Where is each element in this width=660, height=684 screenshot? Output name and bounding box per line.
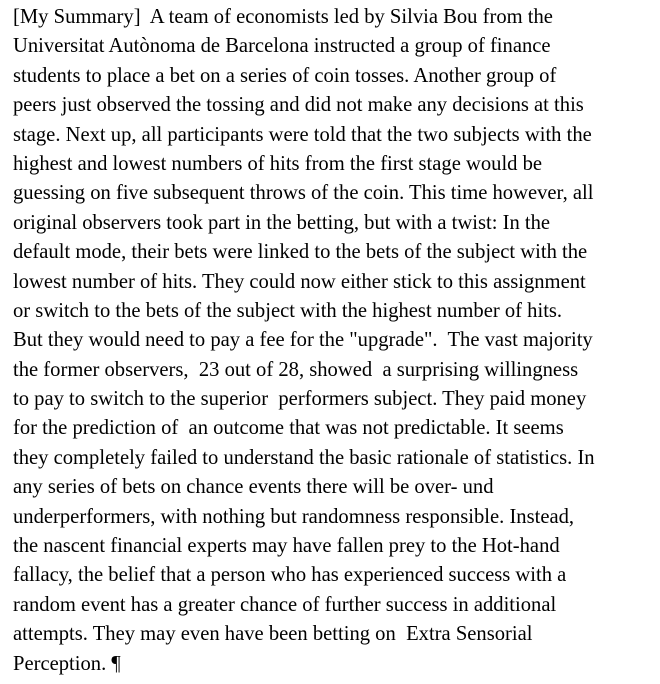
text-line-23 — [13, 650, 653, 679]
text-line-6: highest and lowest numbers of hits from the first stage would be — [13, 152, 543, 175]
text-line-2: Universitat Autònoma de Barcelona instructed a group of finance — [13, 35, 551, 58]
text-line-3: students to place a bet on a series of coin tosses. Another group of — [13, 64, 557, 87]
text-line-20: fallacy, the belief that a person who has experienced success with a — [13, 564, 567, 587]
text-line-1: [My Summary] A team of economists led by Silvia Bou from the — [13, 6, 553, 28]
text-line-18: underperformers, with nothing but randomness responsible. Instead, — [13, 505, 575, 528]
last-line-text: Perception. — [13, 652, 112, 675]
text-line-5: stage. Next up, all participants were told that the two subjects with the — [13, 123, 592, 146]
text-line-21: random event has a greater chance of further success in additional — [13, 593, 557, 616]
paragraph-mark-icon: ¶ — [111, 652, 121, 675]
text-line-22: attempts. They may even have been betting on Extra Sensorial — [13, 623, 533, 646]
text-line-12: But they would need to pay a fee for the "upgrade". The vast majority — [13, 329, 593, 352]
text-line-10: lowest number of hits. They could now either stick to this assignment — [13, 270, 586, 293]
text-line-15: for the prediction of an outcome that was not predictable. It seems — [13, 417, 564, 440]
text-line-7: guessing on five subsequent throws of the coin. This time however, all — [13, 182, 594, 205]
text-line-17: any series of bets on chance events there will be over- und — [13, 476, 494, 499]
text-line-9: default mode, their bets were linked to the bets of the subject with the — [13, 241, 588, 264]
text-line-11: or switch to the bets of the subject with the highest number of hits. — [13, 299, 563, 322]
text-line-14: to pay to switch to the superior performers subject. They paid money — [13, 388, 587, 411]
text-line-8: original observers took part in the betting, but with a twist: In the — [13, 211, 551, 234]
text-line-13: the former observers, 23 out of 28, showed a surprising willingness — [13, 358, 579, 381]
text-line-19: the nascent financial experts may have fallen prey to the Hot-hand — [13, 535, 560, 558]
summary-paragraph[interactable] — [13, 3, 653, 679]
text-line-4: peers just observed the tossing and did not make any decisions at this — [13, 94, 584, 117]
text-line-16: they completely failed to understand the basic rationale of statistics. In — [13, 446, 595, 469]
